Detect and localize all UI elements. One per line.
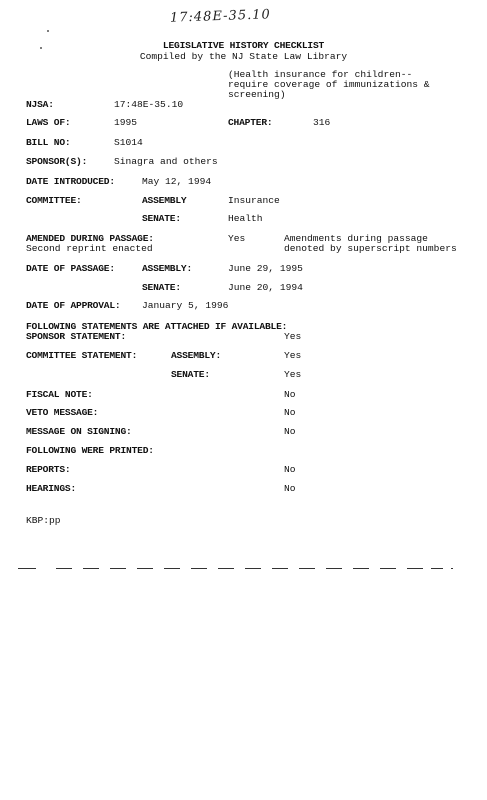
sponsor-label: SPONSOR(S): bbox=[26, 156, 88, 167]
passage-assembly-label: ASSEMBLY: bbox=[142, 263, 193, 274]
dashed-rule bbox=[451, 568, 453, 569]
scan-speck bbox=[47, 30, 49, 32]
dashed-rule bbox=[431, 568, 443, 569]
description-line-1: (Health insurance for children-- bbox=[228, 69, 413, 80]
dashed-rule bbox=[18, 568, 36, 569]
document-subtitle: Compiled by the NJ State Law Library bbox=[139, 51, 348, 62]
document-title: LEGISLATIVE HISTORY CHECKLIST bbox=[162, 40, 325, 51]
committee-statement-assembly-value: Yes bbox=[284, 350, 302, 361]
description-line-2: require coverage of immunizations & bbox=[228, 79, 430, 90]
amended-note: Second reprint enacted bbox=[26, 243, 153, 254]
committee-label: COMMITTEE: bbox=[26, 195, 82, 206]
dashed-rule bbox=[110, 568, 126, 569]
committee-assembly-value: Insurance bbox=[228, 195, 280, 206]
date-of-approval-label: DATE OF APPROVAL: bbox=[26, 300, 121, 311]
dashed-rule bbox=[164, 568, 180, 569]
sponsor-statement-value: Yes bbox=[284, 331, 302, 342]
dashed-rule bbox=[353, 568, 369, 569]
laws-of-value: 1995 bbox=[114, 117, 138, 128]
message-on-signing-value: No bbox=[284, 426, 296, 437]
description-line-3: screening) bbox=[228, 89, 286, 100]
dashed-rule bbox=[218, 568, 234, 569]
amended-explanation-1: Amendments during passage bbox=[284, 233, 428, 244]
committee-assembly-label: ASSEMBLY bbox=[142, 195, 187, 206]
reports-label: REPORTS: bbox=[26, 464, 71, 475]
dashed-rule bbox=[299, 568, 315, 569]
bill-no-label: BILL NO: bbox=[26, 137, 71, 148]
dashed-rule bbox=[326, 568, 342, 569]
committee-senate-label: SENATE: bbox=[142, 213, 181, 224]
dashed-rule bbox=[137, 568, 153, 569]
committee-statement-assembly-label: ASSEMBLY: bbox=[171, 350, 222, 361]
dashed-rule bbox=[272, 568, 288, 569]
initials: KBP:pp bbox=[26, 515, 61, 526]
date-of-approval-value: January 5, 1996 bbox=[142, 300, 229, 311]
reports-value: No bbox=[284, 464, 296, 475]
chapter-value: 316 bbox=[313, 117, 331, 128]
chapter-label: CHAPTER: bbox=[228, 117, 273, 128]
sponsor-statement-label: SPONSOR STATEMENT: bbox=[26, 331, 127, 342]
committee-statement-senate-label: SENATE: bbox=[171, 369, 210, 380]
dashed-rule bbox=[83, 568, 99, 569]
passage-senate-label: SENATE: bbox=[142, 282, 181, 293]
handwritten-note: 17:48E-35.10 bbox=[169, 7, 272, 26]
date-of-passage-label: DATE OF PASSAGE: bbox=[26, 263, 115, 274]
hearings-value: No bbox=[284, 483, 296, 494]
fiscal-note-value: No bbox=[284, 389, 296, 400]
laws-of-label: LAWS OF: bbox=[26, 117, 71, 128]
passage-senate-value: June 20, 1994 bbox=[228, 282, 303, 293]
message-on-signing-label: MESSAGE ON SIGNING: bbox=[26, 426, 132, 437]
committee-statement-label: COMMITTEE STATEMENT: bbox=[26, 350, 138, 361]
passage-assembly-value: June 29, 1995 bbox=[228, 263, 303, 274]
date-introduced-label: DATE INTRODUCED: bbox=[26, 176, 115, 187]
veto-message-label: VETO MESSAGE: bbox=[26, 407, 99, 418]
dashed-rule bbox=[191, 568, 207, 569]
amended-explanation-2: denoted by superscript numbers bbox=[284, 243, 457, 254]
dashed-rule bbox=[407, 568, 423, 569]
amended-value: Yes bbox=[228, 233, 246, 244]
printed-heading: FOLLOWING WERE PRINTED: bbox=[26, 445, 154, 456]
njsa-label: NJSA: bbox=[26, 99, 54, 110]
veto-message-value: No bbox=[284, 407, 296, 418]
dashed-rule bbox=[245, 568, 261, 569]
bill-no-value: S1014 bbox=[114, 137, 143, 148]
committee-statement-senate-value: Yes bbox=[284, 369, 302, 380]
sponsor-value: Sinagra and others bbox=[114, 156, 218, 167]
committee-senate-value: Health bbox=[228, 213, 263, 224]
fiscal-note-label: FISCAL NOTE: bbox=[26, 389, 93, 400]
njsa-value: 17:48E-35.10 bbox=[114, 99, 184, 110]
hearings-label: HEARINGS: bbox=[26, 483, 77, 494]
date-introduced-value: May 12, 1994 bbox=[142, 176, 212, 187]
statements-heading: FOLLOWING STATEMENTS ARE ATTACHED IF AVAILABLE: bbox=[26, 321, 288, 332]
amended-label: AMENDED DURING PASSAGE: bbox=[26, 233, 154, 244]
dashed-rule bbox=[56, 568, 72, 569]
dashed-rule bbox=[380, 568, 396, 569]
